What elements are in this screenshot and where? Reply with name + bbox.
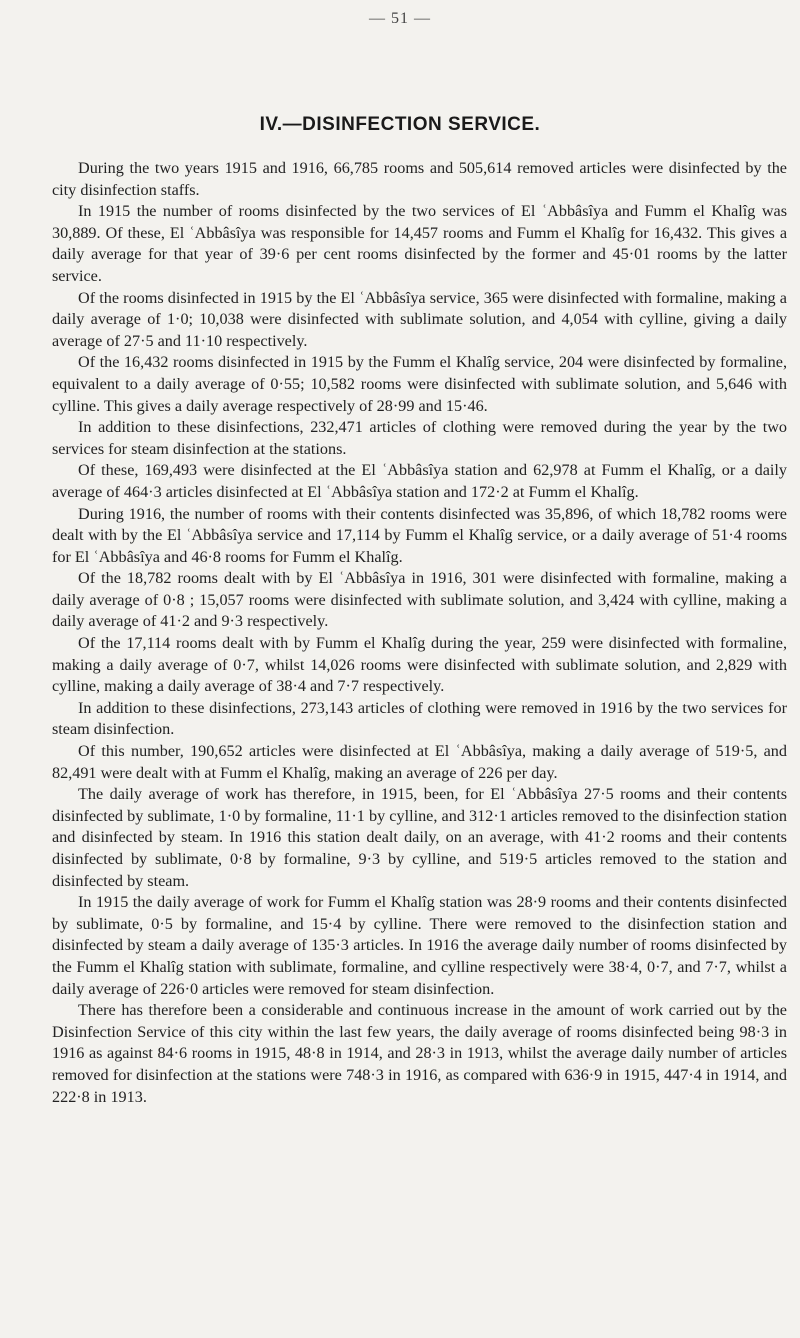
paragraph: Of the 17,114 rooms dealt with by Fumm el Khalîg during the year, 259 were disinfected with formaline, making a daily average of 0·7, whilst 14,026 rooms were disinfected with sublimate solution, and 2,829 with cylline, making a daily average of 38·4 and 7·7 respectively.	[52, 634, 787, 696]
paragraph: In addition to these disinfections, 273,143 articles of clothing were removed in 1916 by the two services for steam disinfection.	[52, 698, 787, 739]
paragraph: Of these, 169,493 were disinfected at the El ʿAbbâsîya station and 62,978 at Fumm el Khalîg, or a daily average of 464·3 articles disinfected at El ʿAbbâsîya station and 172·2 at Fumm el Khalîg.	[52, 461, 787, 501]
paragraph: Of the 18,782 rooms dealt with by El ʿAbbâsîya in 1916, 301 were disinfected with formaline, making a daily average of 0·8 ; 15,057 rooms were disinfected with sublimate solution, and 3,424 with cylline, making a daily average of 41·2 and 9·3 respectively.	[52, 569, 787, 631]
body-text	[52, 158, 787, 1108]
paragraph: During the two years 1915 and 1916, 66,785 rooms and 505,614 removed articles were disinfected by the city disinfection staffs.	[52, 159, 787, 199]
paragraph: There has therefore been a considerable and continuous increase in the amount of work carried out by the Disinfection Service of this city within the last few years, the daily average of rooms disinfected being 98·3 in 1916 as against 84·6 rooms in 1915, 48·8 in 1914, and 28·3 in 1913, whilst the average daily number of articles removed for disinfection at the stations were 748·3 in 1916, as compared with 636·9 in 1915, 447·4 in 1914, and 222·8 in 1913.	[52, 1001, 787, 1106]
paragraph: In 1915 the daily average of work for Fumm el Khalîg station was 28·9 rooms and their contents disinfected by sublimate, 0·5 by formaline, and 15·4 by cylline. There were removed to the disinfection station and disinfected by steam a daily average of 135·3 articles. In 1916 the average daily number of rooms disinfected by the Fumm el Khalîg station with sublimate, formaline, and cylline respectively were 38·4, 0·7, and 7·7, whilst a daily average of 226·0 articles were removed for steam disinfection.	[52, 893, 787, 998]
paragraph: Of the 16,432 rooms disinfected in 1915 by the Fumm el Khalîg service, 204 were disinfected by formaline, equivalent to a daily average of 0·55; 10,582 rooms were disinfected with sublimate solution, and 5,646 with cylline. This gives a daily average respectively of 28·99 and 15·46.	[52, 353, 787, 415]
paragraph: Of the rooms disinfected in 1915 by the El ʿAbbâsîya service, 365 were disinfected with formaline, making a daily average of 1·0; 10,038 were disinfected with sublimate solution, and 4,054 with cylline, giving a daily average of 27·5 and 11·10 respectively.	[52, 288, 787, 350]
paragraph: In 1915 the number of rooms disinfected by the two services of El ʿAbbâsîya and Fumm el Khalîg was 30,889. Of these, El ʿAbbâsîya was responsible for 14,457 rooms and Fumm el Khalîg for 16,432. This gives a daily average for that year of 39·6 per cent rooms disinfected by the former and 45·01 rooms by the latter service.	[52, 202, 787, 285]
paragraph: During 1916, the number of rooms with their contents disinfected was 35,896, of which 18,782 rooms were dealt with by the El ʿAbbâsîya service and 17,114 by Fumm el Khalîg service, or a daily average of 51·4 rooms for El ʿAbbâsîya and 46·8 rooms for Fumm el Khalîg.	[52, 504, 787, 566]
page-number: — 51 —	[369, 10, 431, 27]
paragraph: The daily average of work has therefore, in 1915, been, for El ʿAbbâsîya 27·5 rooms and their contents disinfected by sublimate, 1·0 by formaline, 11·1 by cylline, and 312·1 articles removed to the disinfection station and disinfected by steam. In 1916 this station dealt daily, on an average, with 41·2 rooms and their contents disinfected by sublimate, 0·8 by formaline, 9·3 by cylline, and 519·5 articles removed to the station and disinfected by steam.	[52, 785, 787, 890]
paragraph: Of this number, 190,652 articles were disinfected at El ʿAbbâsîya, making a daily average of 519·5, and 82,491 were dealt with at Fumm el Khalîg, making an average of 226 per day.	[52, 742, 787, 782]
paragraph: In addition to these disinfections, 232,471 articles of clothing were removed during the year by the two services for steam disinfection at the stations.	[52, 418, 787, 458]
section-heading: IV.—DISINFECTION SERVICE.	[259, 114, 541, 135]
